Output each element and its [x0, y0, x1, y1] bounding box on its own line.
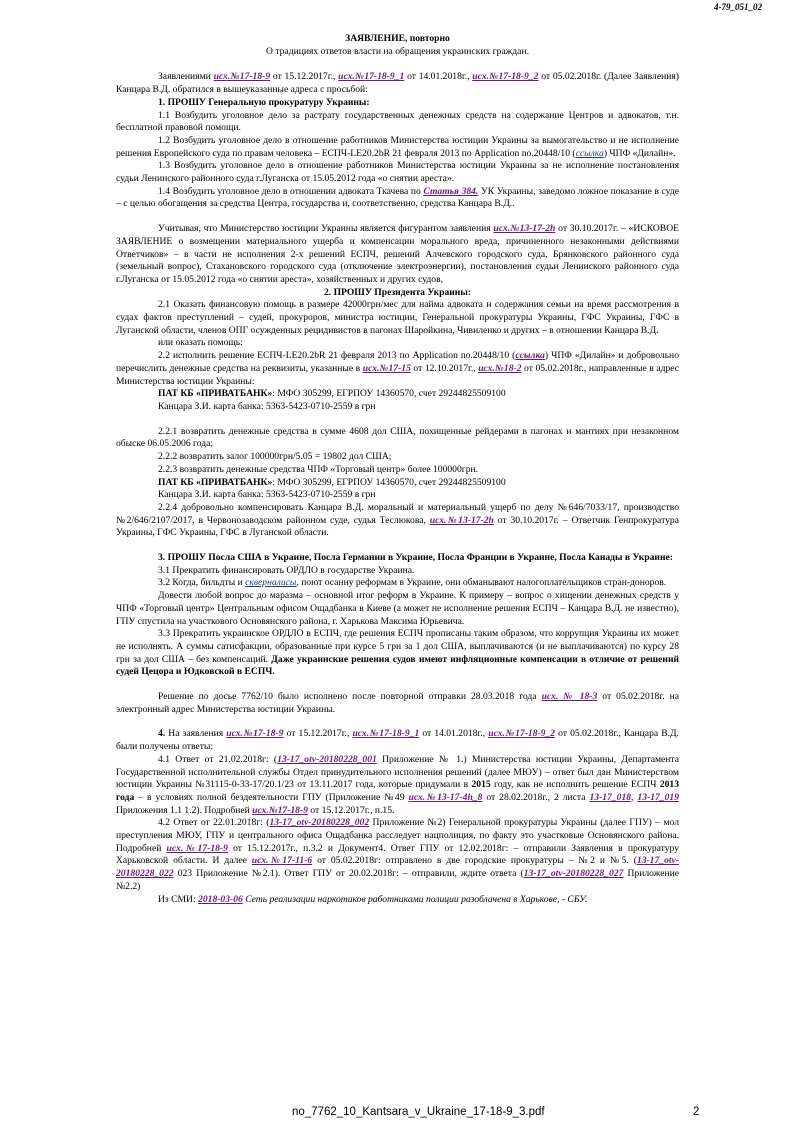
text: 1.2 Возбудить уголовное дело в отношение работников Министерства юстиции Украины за вымогательство и не исполнение решения Европейского суда по правам человека – ЕСПЧ-LE20.2bR 21 февраля 2013 по Application no.20448/10 ( — [116, 134, 679, 159]
link-ref[interactable]: 13-17_otv-20180228_022 — [116, 855, 679, 880]
text: , поют осанну реформам в Украине, они обманывают налогоплательщиков стран-доноров. — [296, 577, 667, 589]
text: от 12.10.2017г., — [410, 362, 479, 374]
link-ref[interactable]: исх.№17-18-9_1 — [338, 71, 405, 83]
section-number: 4. — [158, 728, 166, 740]
page-id: 4-79_051_02 — [714, 2, 762, 12]
text: – в условиях полной бездеятельности ГПУ (Приложение №49 — [134, 791, 409, 803]
document-title: ЗАЯВЛЕНИЕ, повторно — [345, 33, 450, 44]
text: Приложения 1.1 1.2). Подробней — [116, 804, 253, 816]
paragraph-3-3 — [116, 628, 679, 679]
text: от 05.02.2018г. на электронный адрес Министерства юстиции Украины. — [116, 691, 679, 715]
text: 3.2 Когда, бильдты и — [158, 577, 246, 589]
bank-details — [116, 477, 679, 490]
text: Учитывая, что Министерство юстиции Украины является фигурантом заявления — [158, 223, 494, 235]
text: от 14.01.2018г., — [404, 71, 473, 83]
footer-filename: no_7762_10_Kantsara_v_Ukraine_17-18-9_3.pdf — [292, 1106, 545, 1118]
text: , — [631, 791, 638, 803]
document-subtitle: О традициях ответов власти на обращения украинских граждан. — [266, 45, 529, 57]
text: 023 Приложение №2.1). Ответ ГПУ от 20.02.2018г: – отправили, ждите ответа ( — [173, 868, 524, 880]
emphasis: Даже украинские решения судов имеют инфляционные компенсации в отличие от решений судей Цецора и Юдковской в ЕСПЧ. — [116, 653, 679, 678]
link-ref[interactable]: исх.№17-18-9_1 — [352, 728, 420, 740]
link-ref[interactable]: ссылка — [515, 350, 545, 362]
link-ref[interactable]: исх. № 18-3 — [541, 691, 598, 703]
paragraph-3-2-note: Довести любой вопрос до маразма – основной итог реформ в Украине. К примеру – вопрос о хищении денежных средств у ЧПФ «Торговый центр» Центральным офисом Ощадбанка в Киеве (а может не исполнение решения ЕСПЧ – Канцара В.Д. не известно), ГПУ спустила на участкового Основянского района, г. Харькова Максима Юрьевича. — [116, 590, 679, 627]
paragraph-1-4 — [116, 186, 679, 211]
text: от 14.01.2018г., — [419, 728, 489, 740]
bank-details — [116, 388, 679, 401]
section-3-heading: 3. ПРОШУ Посла США в Украине, Посла Германии в Украине, Посла Франции в Украине, Посла Канады в Украине: — [158, 552, 673, 564]
paragraph-4-1 — [116, 754, 679, 818]
link-ref[interactable]: исх.№17-18-9 — [166, 842, 228, 854]
decision-paragraph — [116, 691, 679, 716]
text: Из СМИ: — [158, 893, 199, 905]
paragraph-1-2 — [116, 135, 679, 160]
page-number: 2 — [693, 1106, 700, 1118]
link-ref[interactable]: 13-17_otv-20180228_027 — [523, 868, 624, 880]
text: 3.3 Прекратить украинское ОРДЛО в ЕСПЧ, где решения ЕСПЧ прописаны таким образом, что коррупция Украины их может не исполнять. А суммы сатисфакции, образованные при курсе 5 грн за 1 дол США, выплачиваются (и не выплачиваются) по курсу 28 грн за дол США – без компенсаций. — [116, 628, 679, 665]
paragraph-4-2 — [116, 817, 679, 893]
bank-name: ПАТ КБ «ПРИВАТБАНК» — [158, 476, 273, 488]
link-ref[interactable]: исх.№13-17-4h_8 — [408, 791, 483, 803]
paragraph-2-1: 2.1 Оказать финансовую помощь в размере 42000грн/мес для найма адвоката и содержания семьи на время рассмотрения в судах фактов преступлений – судей, прокуроров, министра юстиции, Генеральной прокуратуры Украины, ГФС Украины, ГФС в Луганской области, членов ОПГ осужденных рецидивистов в пагонах Шаройкина, Чивиленко и других – в отношении Канцара В.Д. — [116, 299, 679, 336]
context-paragraph — [116, 223, 679, 287]
link-ref[interactable]: 13-17_018 — [589, 791, 632, 803]
news-paragraph — [116, 894, 679, 907]
link-ref[interactable]: исх.№17-18-9 — [213, 71, 271, 83]
text: от 15.12.2017г., — [283, 728, 353, 740]
document-body — [116, 33, 679, 906]
paragraph-2-2-2: 2.2.2 возвратить залог 100000грн/5.05 = 19802 дол США; — [158, 451, 392, 463]
link-ref[interactable]: 13-17_otv-20180228_001 — [277, 753, 377, 765]
text: от 15.12.2017г., п.15. — [307, 804, 395, 816]
link-ref[interactable]: исх.№17-18-9 — [226, 728, 284, 740]
link-ref[interactable]: скверналисы — [245, 577, 297, 589]
link-ref[interactable]: исх.№17-15 — [362, 362, 411, 374]
link-ref[interactable]: 13-17_019 — [637, 791, 679, 803]
text: ) ЧПФ «Дилайн» и добровольно перечислить денежные средства на реквизиты, указанные в — [116, 350, 679, 374]
link-ref[interactable]: исх.№13-17-2h — [493, 223, 556, 235]
text: Приложение № 1.) Министерства юстиции Украины, Департамента Государственной исполнительной службы Отдел принудительного исполнения решений (далее МЮУ) – ответ был дан Министерством юстиции Украины №31115-0-33-17/20.1/23 от 13.11.2017 года, которые придумали в — [116, 753, 679, 791]
paragraph-1-1: 1.1 Возбудить уголовное дело за растрату государственных денежных средств на содержание Центров и адвокатов, т.н. бесплатной правовой помощи. — [116, 109, 679, 134]
link-ref[interactable]: исх.№17-18-9_2 — [488, 728, 556, 740]
text: ) ЧПФ «Дилайн». — [603, 147, 676, 159]
link-ref[interactable]: 13-17_otv-20180228_002 — [269, 817, 370, 829]
section-2-heading: 2. ПРОШУ Президента Украины: — [323, 286, 472, 298]
text: году, как не исполнить решение ЕСПЧ — [490, 779, 660, 791]
paragraph-2-2 — [116, 350, 679, 388]
link-ref[interactable]: исх.№13-17-2h — [429, 514, 494, 526]
paragraph-or: или оказать помощь: — [158, 337, 243, 349]
text: Решение по досье 7762/10 было исполнено после повторной отправки 28.03.2018 года — [158, 691, 542, 703]
emphasis: 2013 года — [116, 779, 679, 803]
text: 4.2 Ответ от 22.01.2018г: ( — [158, 817, 270, 829]
bank-name: ПАТ КБ «ПРИВАТБАНК» — [158, 388, 273, 400]
text: УК Украины, заведомо ложное показание в суде – с целью обогащения за средства Центра, государства и, соответственно, средства Канцара В.Д.. — [116, 185, 680, 210]
text: от 05.02.2018г., Канцара В.Д. были получены ответы: — [116, 728, 679, 753]
text: от 05.02.2018г: отправлено в две городские прокуратуры – №2 и №5. ( — [312, 855, 637, 867]
link-ref[interactable]: Статья 384. — [423, 185, 479, 197]
link-ref[interactable]: исх.№17-18-9_2 — [472, 71, 539, 83]
text: от 15.12.2017г., п.3.2 и Документ4. Ответ ГПУ от 12.02.2018г: – отправили Заявления в прокуратуру Харьковской области. И далее — [116, 842, 680, 867]
text: : МФО 305299, ЕГРПОУ 14360570, счет 29244825509100 — [272, 476, 506, 488]
intro-paragraph — [116, 71, 679, 96]
emphasis: 2015 — [471, 779, 491, 791]
text: от 30.10.2017г. – Ответчик Генпрокуратура Украины, ГФС Украины, ГФС в Луганской области. — [116, 514, 679, 539]
link-ref[interactable]: исх.№18-2 — [478, 362, 522, 374]
text: 2.2 исполнить решение ЕСПЧ-LE20.2bR 21 февраля 2013 по Application no.20448/10 ( — [158, 350, 516, 362]
paragraph-2-2-1: 2.2.1 возвратить денежные средства в сумме 4608 дол США, похищенные рейдерами в пагонах и мантиях при незаконном обыске 06.05.2006 года; — [116, 425, 679, 450]
section-4-intro — [116, 728, 679, 753]
paragraph-3-1: 3.1 Прекратить финансировать ОРДЛО в государстве Украина. — [158, 564, 415, 576]
text: 4.1 Ответ от 21.02.2018г: ( — [158, 753, 278, 765]
section-1-heading: 1. ПРОШУ Генеральную прокуратуру Украины: — [158, 96, 370, 108]
paragraph-1-3: 1.3 Возбудить уголовное дело в отношение работников Министерства юстиции Украины за не исполнение постановления судьи Ленинского районного суда г.Луганска от 15.05.2012 года «о снятии ареста». — [116, 160, 679, 185]
text: Заявлениями — [158, 71, 214, 83]
card-details: Канцара З.И. карта банка: 5363-5423-0710-2559 в грн — [158, 489, 376, 501]
text: от 15.12.2017г., — [270, 71, 339, 83]
link-ref[interactable]: ссылка — [575, 147, 604, 159]
text: от 30.10.2017г. – «ИСКОВОЕ ЗАЯВЛЕНИЕ о возмещении материального ущерба и компенсации морального вреда, причиненного незаконными действиями Ответчиков» – в части не исполнения 2-х решений ЕСПЧ, решений Алчевского городского суда, Брянковского районного суда (земельный вопрос), Стахановского городского суда (отключение электроэнергии), постановления судьи Ленинского районного суда г.Луганска от 15.05.2012 года «о снятии ареста», хозяйственных и других судов, — [116, 223, 679, 285]
text: Приложение №2.2) — [116, 868, 679, 892]
paragraph-2-2-3: 2.2.3 возвратить денежные средства ЧПФ «Торговый центр» более 100000грн. — [158, 463, 479, 475]
link-ref[interactable]: исх.№17-18-9 — [252, 804, 308, 816]
link-ref[interactable]: исх.№17-11-6 — [251, 855, 313, 867]
text: : МФО 305299, ЕГРПОУ 14360570, счет 29244825509100 — [272, 388, 506, 400]
paragraph-3-2 — [116, 577, 679, 590]
text: от 05.02.2018г., направленные в адрес Министерства юстиции Украины: — [116, 362, 680, 387]
text: 1.4 Возбудить уголовное дело в отношении адвоката Ткачева по — [158, 185, 424, 197]
card-details: Канцара З.И. карта банка: 5363-5423-0710-2559 в грн — [158, 400, 376, 412]
text: 2.2.4 добровольно компенсировать Канцара В.Д. моральный и материальный ущерб по делу №646/7033/17, производство №2/646/2107/2017, в Червонозаводском районном суде, судья Теслюкова, — [116, 501, 679, 526]
text: от 28.02.2018г., 2 листа — [482, 791, 590, 803]
text: На заявления — [165, 728, 227, 740]
paragraph-2-2-4 — [116, 502, 679, 540]
link-ref[interactable]: 2018-03-06 — [198, 893, 243, 905]
text: от 05.02.2018г. (Далее Заявления) Канцара В.Д. обратился в вышеуказанные адреса с просьбой: — [116, 71, 679, 96]
news-headline: Сеть реализации наркотиков работниками полиции разоблачена в Харькове, - СБУ. — [242, 893, 588, 905]
text: Приложение №2) Генеральной прокуратуры Украины (далее ГПУ) – мол преступления МЮУ, ГПУ и центрального офиса Ощадбанка расследует нацполиция, по факту это участковые Основянского района. Подробней — [116, 817, 679, 854]
